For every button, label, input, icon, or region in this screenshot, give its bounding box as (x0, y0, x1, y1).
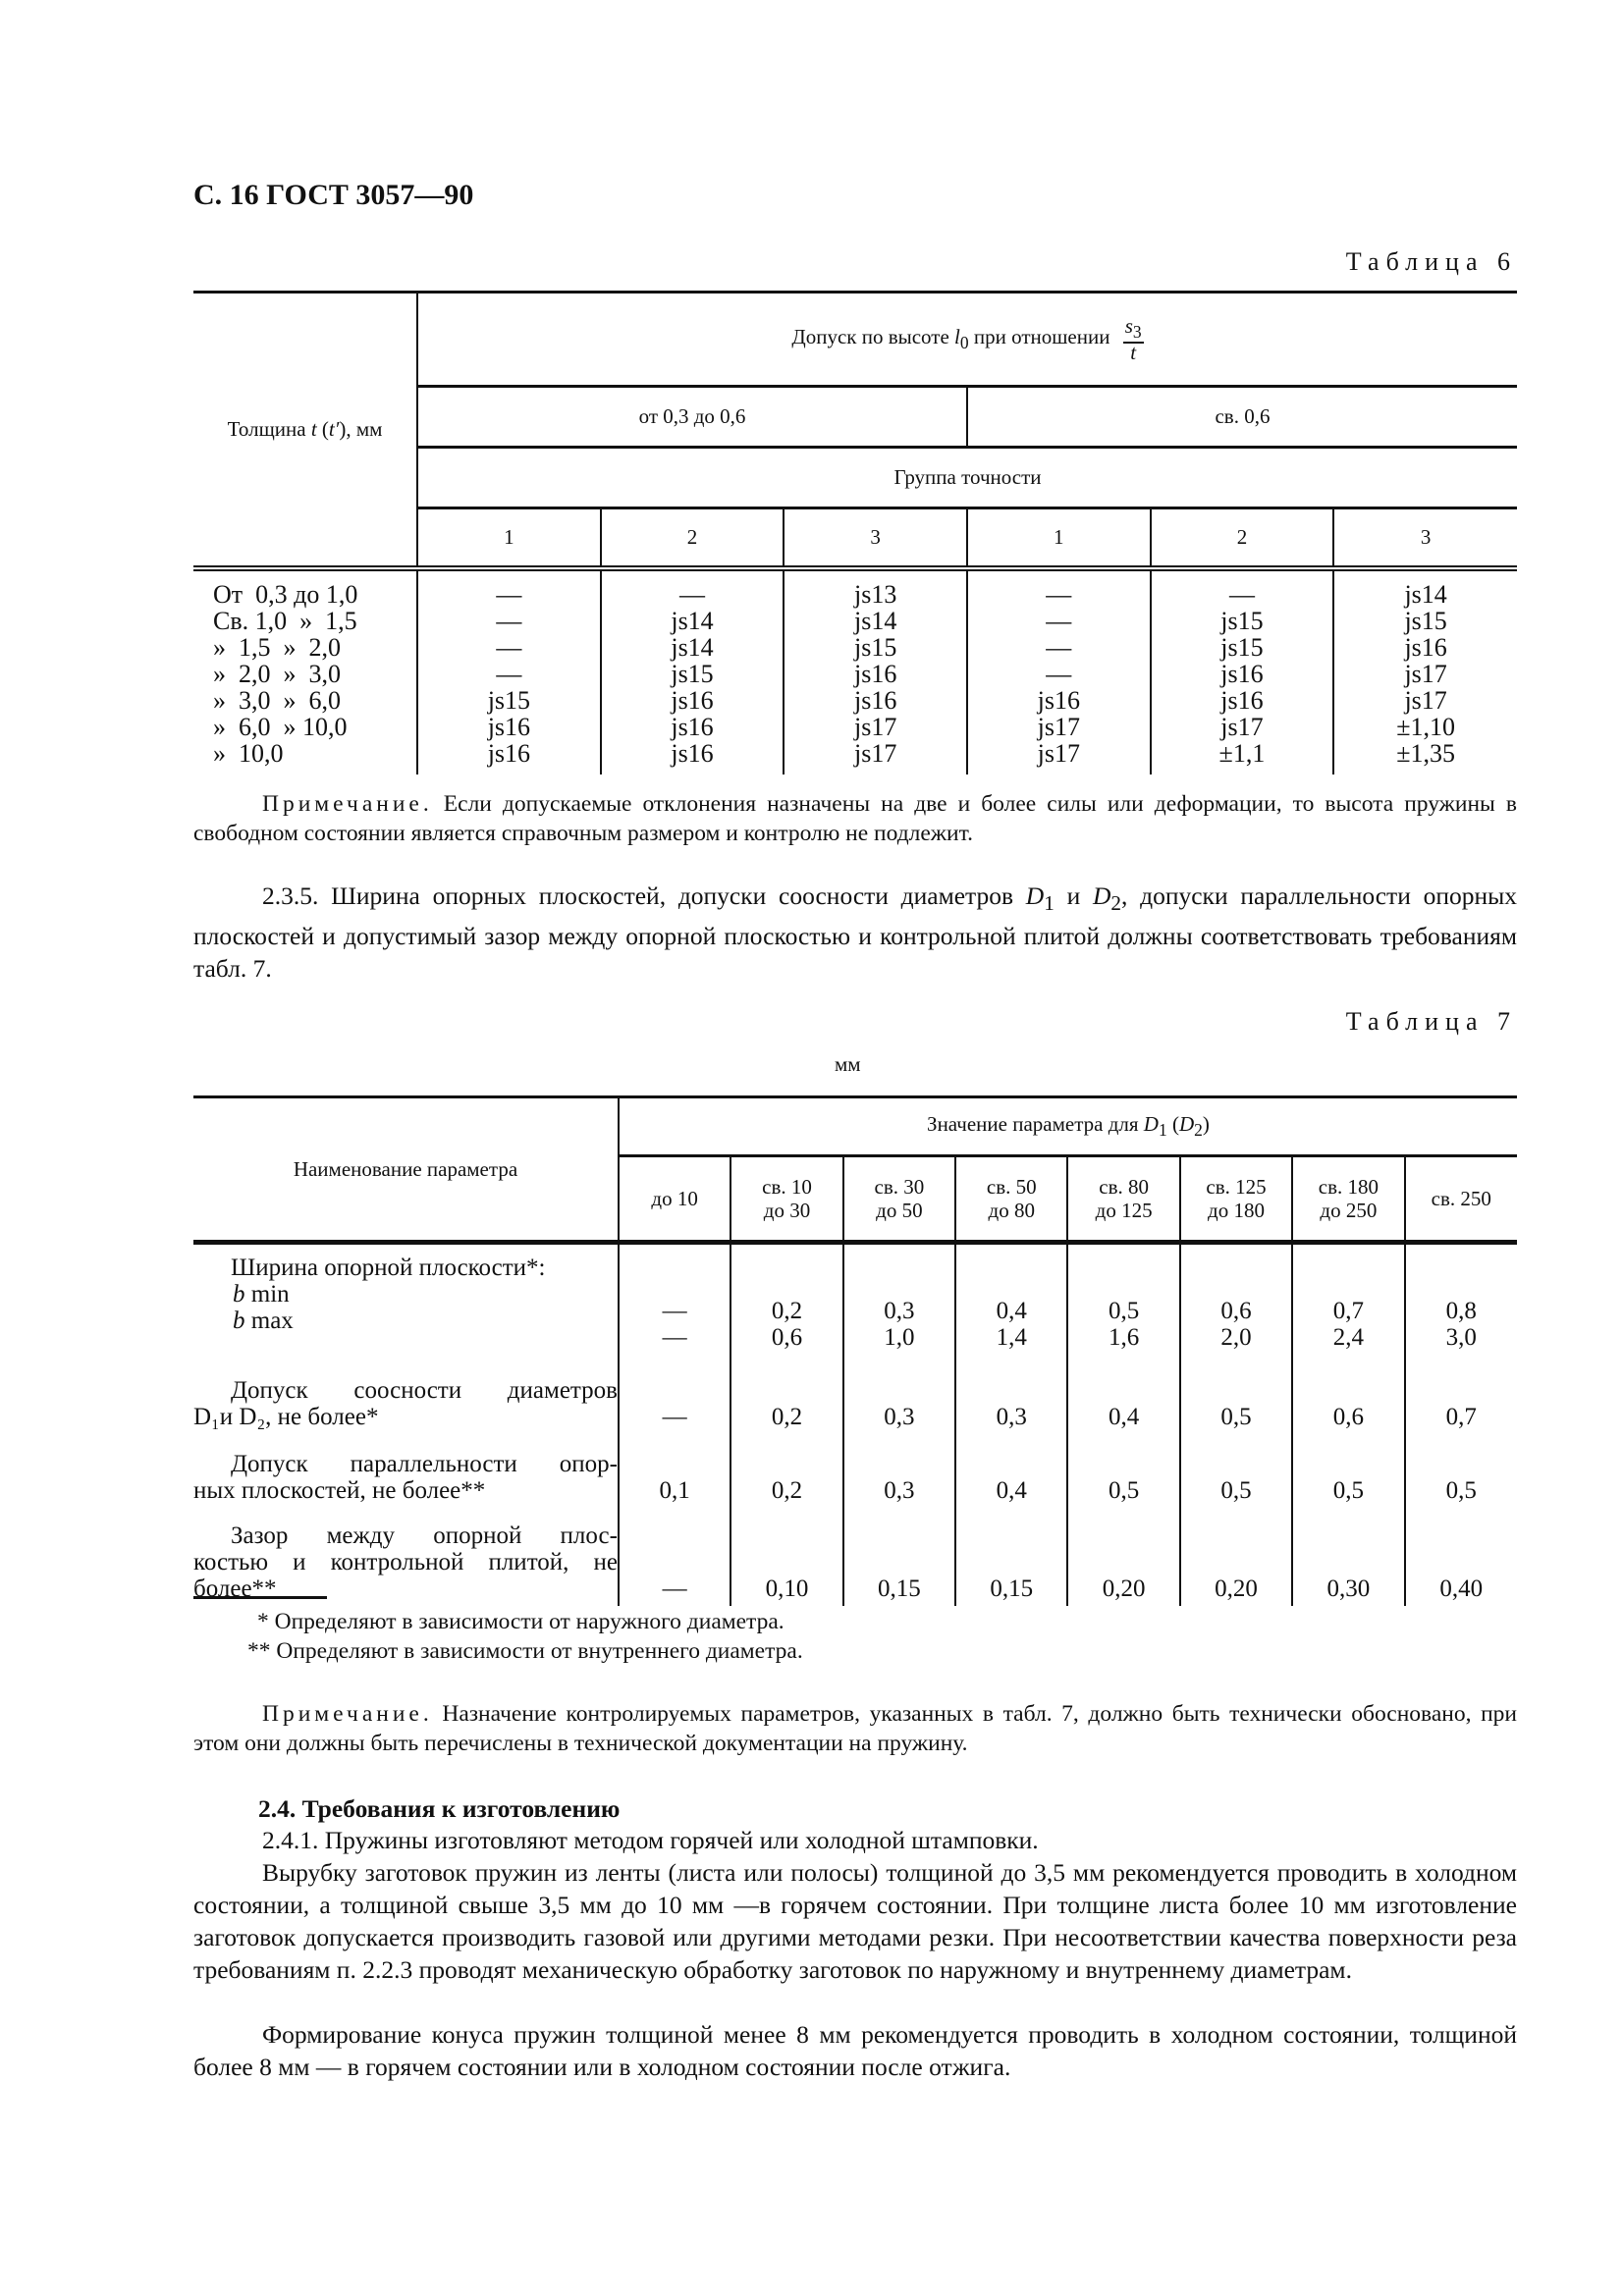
tolerance-value: js13 (853, 579, 897, 609)
diameter-range-line: св. 250 (1431, 1187, 1491, 1210)
parameter-sub-label (193, 1308, 618, 1334)
parameter-value: 0,4 (1067, 1361, 1179, 1434)
accuracy-group-number: 2 (1151, 508, 1334, 568)
paragraph-blanking: Вырубку заготовок пружин из ленты (листа или полосы) толщиной до 3,5 мм рекомендуется проводить в холодном состоянии, а толщиной свыше 3,5 мм до 10 мм —в горячем состоянии. При толщине листа более 10 мм изготовление заготовок допускается производить газовой или другими методами резки. При несоответствии качества поверхности реза требованиям п. 2.2.3 проводят механическую обработку заготовок по наружному и внутреннему диаметрам. (193, 1858, 1517, 1984)
tolerance-value: js15 (487, 685, 531, 715)
parameter-value-line: 0,6 (1220, 1297, 1252, 1324)
parameter-value-line: 1,0 (884, 1323, 915, 1351)
table7-unit: мм (835, 1052, 861, 1076)
parameter-value-line: 0,8 (1445, 1297, 1477, 1324)
thickness-range: Св. 1,0 » 1,5 (213, 606, 357, 635)
tolerance-value: js16 (671, 685, 714, 715)
parameter-value: 0,5 (1405, 1434, 1517, 1508)
tolerance-value: — (679, 579, 706, 609)
parameter-label (193, 1508, 619, 1606)
tolerance-value: js15 (853, 632, 897, 662)
tolerance-value: js16 (487, 712, 531, 741)
diameter-range-line: до 180 (1208, 1199, 1265, 1222)
parameter-value: 0,2 (730, 1361, 842, 1434)
accuracy-group-number: 3 (784, 508, 967, 568)
tolerance-value: — (1046, 632, 1072, 662)
parameter-value-line: 0,2 (771, 1297, 803, 1324)
thickness-header: Толщина t (t′), мм (193, 293, 417, 568)
diameter-range-header (1405, 1156, 1517, 1243)
parameter-label-line: Допуск соосности диаметров (231, 1376, 618, 1404)
tolerance-value: js17 (1404, 685, 1447, 715)
thickness-range: » 6,0 » 10,0 (213, 712, 348, 741)
thickness-range: » 1,5 » 2,0 (213, 632, 341, 662)
paragraph-2-3-5: 2.3.5. Ширина опорных плоскостей, допуски соосности диаметров $D_1$ и $D_2$, допуски параллельности опорных плоскостей и допустимый зазор между опорной плоскостью и контрольной плитой должны соответствовать требованиям табл. 7. (193, 881, 1518, 984)
tolerance-value: — (496, 632, 522, 662)
tolerance-value: — (496, 606, 522, 635)
tolerance-value: ±1,10 (1396, 712, 1456, 741)
page-header: С. 16 ГОСТ 3057—90 (193, 179, 474, 211)
parameter-value-header: Значение параметра для $D_1$ $(D_2)$ (619, 1097, 1517, 1156)
diameter-range-line: св. 125 (1206, 1175, 1267, 1199)
parameter-value: 0,15 (843, 1508, 955, 1606)
parameter-value: 0,15 (955, 1508, 1067, 1606)
parameter-value-line: 3,0 (1445, 1323, 1477, 1351)
parameter-value-line: 0,6 (771, 1323, 803, 1351)
diameter-range-line: св. 10 (762, 1175, 812, 1199)
parameter-value: — (619, 1361, 730, 1434)
section-title: 2.4. Требования к изготовлению (258, 1794, 621, 1823)
parameter-value-line: 2,4 (1332, 1323, 1365, 1351)
tolerance-value: js16 (671, 738, 714, 768)
diameter-range-header (1292, 1156, 1404, 1243)
parameter-value: 0,40 (1405, 1508, 1517, 1606)
tolerance-value: js14 (853, 606, 897, 635)
parameter-value-line: 2,0 (1220, 1323, 1252, 1351)
diameter-range-header (1180, 1156, 1292, 1243)
tolerance-value: js15 (1404, 606, 1447, 635)
parameter-name-header: Наименование параметра (193, 1097, 619, 1243)
parameter-value-line: 1,6 (1109, 1323, 1140, 1351)
table-row (193, 1361, 1517, 1434)
paragraph-2-4-1: 2.4.1. Пружины изготовляют методом горячей или холодной штамповки. (262, 1826, 1039, 1854)
diameter-range-line: до 30 (763, 1199, 811, 1222)
parameter-value-line: — (662, 1323, 687, 1351)
parameter-value-line: 0,7 (1332, 1297, 1365, 1324)
tolerance-value: ±1,35 (1396, 738, 1456, 768)
parameter-sub-label (193, 1281, 618, 1308)
tolerance-value: — (496, 659, 522, 688)
parameter-value (1180, 1243, 1292, 1361)
parameter-value-line: 0,4 (996, 1297, 1027, 1324)
range-header: от 0,3 до 0,6 (417, 387, 967, 448)
sub-symbol: b (233, 1281, 245, 1308)
thickness-range: » 10,0 (213, 738, 284, 768)
sub-text: max (244, 1308, 294, 1334)
parameter-value: 0,20 (1067, 1508, 1179, 1606)
tolerance-column (1151, 568, 1334, 774)
accuracy-group-number: 1 (417, 508, 601, 568)
parameter-value: 0,2 (730, 1434, 842, 1508)
tolerance-column (601, 568, 784, 774)
parameter-value (619, 1243, 730, 1361)
parameter-value: 0,5 (1180, 1434, 1292, 1508)
accuracy-group-number: 2 (601, 508, 784, 568)
tolerance-value: js17 (1037, 738, 1080, 768)
diameter-range-line: св. 80 (1099, 1175, 1150, 1199)
parameter-value: 0,10 (730, 1508, 842, 1606)
diameter-range-header (730, 1156, 842, 1243)
diameter-range-header (1067, 1156, 1179, 1243)
parameter-value: 0,5 (1067, 1434, 1179, 1508)
parameter-label-line: Ширина опорной плоскости*: (231, 1255, 546, 1281)
diameter-range-line: до 250 (1320, 1199, 1378, 1222)
diameter-range-line: до 80 (988, 1199, 1035, 1222)
parameter-value: 0,7 (1405, 1361, 1517, 1434)
parameter-value: 0,30 (1292, 1508, 1404, 1606)
accuracy-group-number: 1 (967, 508, 1151, 568)
diameter-range-line: св. 180 (1318, 1175, 1380, 1199)
tolerance-value: — (1228, 579, 1255, 609)
parameter-value: 0,3 (843, 1434, 955, 1508)
parameter-value: 0,20 (1180, 1508, 1292, 1606)
parameter-value: 0,3 (955, 1361, 1067, 1434)
footnote-1: * Определяют в зависимости от наружного диаметра. (257, 1609, 784, 1634)
parameter-value-line: 0,5 (1109, 1297, 1140, 1324)
tolerance-value: js17 (1037, 712, 1080, 741)
parameter-value: 0,1 (619, 1434, 730, 1508)
parameter-value (1405, 1243, 1517, 1361)
footnote-2: ** Определяют в зависимости от внутреннего диаметра. (247, 1638, 803, 1664)
parameter-value (843, 1243, 955, 1361)
tolerance-value: js15 (1220, 632, 1264, 662)
note-2: Примечание. Назначение контролируемых параметров, указанных в табл. 7, должно быть технически обосновано, при этом они должны быть перечислены в технической документации на пружину. (193, 1701, 1517, 1756)
parameter-value: 0,6 (1292, 1361, 1404, 1434)
ratio-fraction: $\frac{s_3}{t}$ (1124, 314, 1142, 364)
tolerance-value: js14 (671, 606, 714, 635)
tolerance-value: js16 (1037, 685, 1080, 715)
diameter-range-line: до 10 (651, 1187, 698, 1210)
tolerance-value: js14 (671, 632, 714, 662)
diameter-range-header (619, 1156, 730, 1243)
tolerance-value: js16 (1404, 632, 1447, 662)
diameter-range-header (843, 1156, 955, 1243)
thickness-column (193, 568, 417, 774)
parameter-value-line: 1,4 (996, 1323, 1027, 1351)
parameter-label-line: более** (193, 1575, 277, 1602)
thickness-range: » 3,0 » 6,0 (213, 685, 341, 715)
tolerance-value: js17 (853, 738, 897, 768)
diameter-range-line: св. 30 (874, 1175, 925, 1199)
tolerance-value: — (1046, 579, 1072, 609)
tolerance-value: js16 (487, 738, 531, 768)
parameter-label (193, 1243, 619, 1361)
thickness-range: » 2,0 » 3,0 (213, 659, 341, 688)
tolerance-value: ±1,1 (1218, 738, 1266, 768)
footnote-divider (193, 1596, 327, 1599)
diameter-range-line: св. 50 (986, 1175, 1037, 1199)
diameter-range-line: до 125 (1095, 1199, 1153, 1222)
tolerance-column (417, 568, 601, 774)
diameter-range-header (955, 1156, 1067, 1243)
thickness-range: От 0,3 до 1,0 (213, 579, 358, 609)
parameter-value (1292, 1243, 1404, 1361)
table-row (193, 1434, 1517, 1508)
parameter-value (1067, 1243, 1179, 1361)
parameter-label-line: Зазор между опорной плос- (231, 1522, 618, 1549)
tolerance-value: js16 (853, 685, 897, 715)
tolerance-value: — (1046, 606, 1072, 635)
parameter-value-line: 0,3 (884, 1297, 915, 1324)
tolerance-value: js16 (853, 659, 897, 688)
parameter-label-line: костью и контрольной плитой, не (193, 1548, 618, 1575)
parameter-value: 0,3 (843, 1361, 955, 1434)
parameter-label (193, 1434, 619, 1508)
parameter-value: 0,5 (1180, 1361, 1292, 1434)
tolerance-value: js16 (671, 712, 714, 741)
parameter-value: — (619, 1508, 730, 1606)
tolerance-value: js17 (1404, 659, 1447, 688)
tolerance-value: js14 (1404, 579, 1447, 609)
tolerance-value: — (1046, 659, 1072, 688)
parameter-label-line: D₁и D₂, не более* (193, 1403, 379, 1430)
tolerance-column (784, 568, 967, 774)
parameter-label-line: Допуск параллельности опор- (231, 1450, 618, 1477)
note-1: Примечание. Если допускаемые отклонения назначены на две и более силы или деформации, то высота пружины в свободном состоянии является справочным размером и контролю не подлежит. (193, 791, 1517, 846)
tolerance-value: js17 (853, 712, 897, 741)
tolerance-value: js17 (1220, 712, 1264, 741)
accuracy-group-number: 3 (1333, 508, 1517, 568)
table-6 (193, 291, 1517, 774)
parameter-value (955, 1243, 1067, 1361)
table-row (193, 1243, 1517, 1361)
parameter-value-line: — (662, 1297, 687, 1324)
tolerance-value: js15 (671, 659, 714, 688)
tolerance-value: — (496, 579, 522, 609)
tolerance-value: js16 (1220, 659, 1264, 688)
sub-symbol: b (233, 1308, 245, 1334)
parameter-label (193, 1361, 619, 1434)
table-row (193, 1508, 1517, 1606)
range-header: св. 0,6 (967, 387, 1517, 448)
table-7 (193, 1095, 1517, 1606)
tolerance-value: js15 (1220, 606, 1264, 635)
parameter-value (730, 1243, 842, 1361)
paragraph-cone: Формирование конуса пружин толщиной менее 8 мм рекомендуется проводить в холодном состоянии, толщиной более 8 мм — в горячем состоянии или в холодном состоянии после отжига. (193, 2020, 1517, 2081)
table6-caption: Таблица 6 (1345, 247, 1517, 276)
tolerance-column (967, 568, 1151, 774)
accuracy-group-header: Группа точности (417, 448, 1517, 508)
tolerance-column (1333, 568, 1517, 774)
tolerance-value: js16 (1220, 685, 1264, 715)
tolerance-group-header: Допуск по высоте $l_0$ при отношении $\frac{s_3}{t}$ (417, 293, 1517, 387)
sub-text: min (244, 1281, 290, 1308)
diameter-range-line: до 50 (876, 1199, 923, 1222)
parameter-label-line: ных плоскостей, не более** (193, 1476, 486, 1504)
parameter-value: 0,5 (1292, 1434, 1404, 1508)
table7-caption: Таблица 7 (1345, 1007, 1517, 1036)
parameter-value: 0,4 (955, 1434, 1067, 1508)
